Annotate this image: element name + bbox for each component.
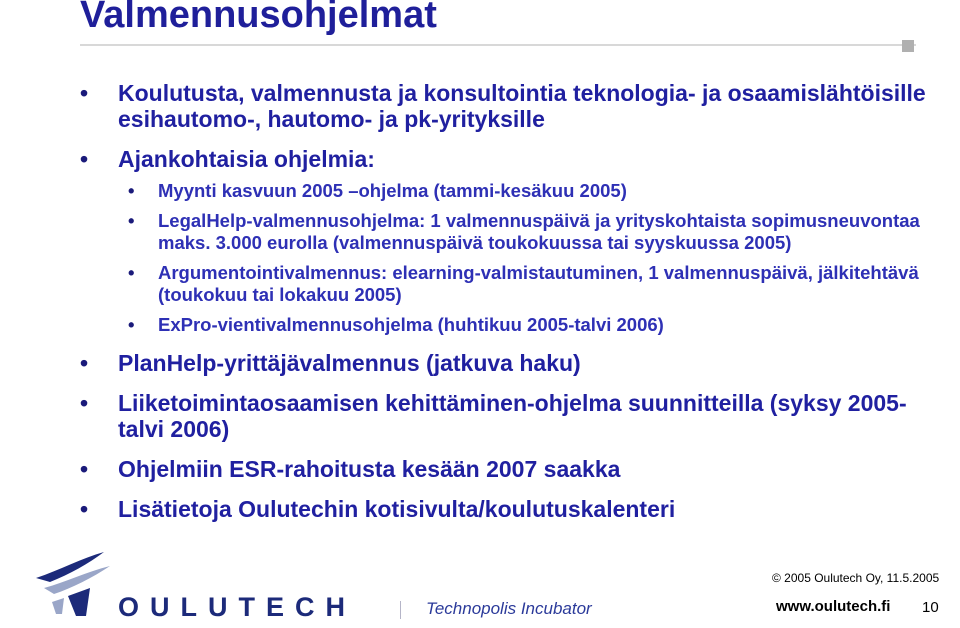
title-divider [80,44,916,46]
footer-separator [400,601,401,619]
sub-bullet-text: LegalHelp-valmennusohjelma: 1 valmennuspäivä ja yrityskohtaista sopimusneuvontaa maks. 3.000 eurolla (valmennuspäivä toukokuussa tai syyskuussa 2005) [158,210,920,253]
oulutech-swoosh-logo-icon [30,548,118,618]
bullet-text: PlanHelp-yrittäjävalmennus (jatkuva haku) [118,350,581,376]
bullet-item-3 [80,350,930,376]
sub-bullet-item-4 [80,314,930,336]
footer-copyright: © 2005 Oulutech Oy, 11.5.2005 [772,571,940,585]
bullet-item-1 [80,80,930,132]
accent-square [902,40,914,52]
bullet-text: Lisätietoja Oulutechin kotisivulta/koulutuskalenteri [118,496,676,522]
sub-bullet-item-3 [80,262,930,306]
sub-bullet-item-2 [80,210,930,254]
sub-bullet-item-1 [80,180,930,202]
page-number: 10 [922,599,939,616]
footer-tagline: Technopolis Incubator [426,599,592,618]
bullet-text: Koulutusta, valmennusta ja konsultointia teknologia- ja osaamislähtöisille esihautomo-, hautomo- ja pk-yrityksille [118,80,926,132]
bullet-item-4 [80,390,930,442]
bullet-item-2 [80,146,930,336]
sub-bullet-text: Argumentointivalmennus: elearning-valmistautuminen, 1 valmennuspäivä, jälkitehtävä (toukokuu tai lokakuu 2005) [158,262,919,305]
bullet-text: Ohjelmiin ESR-rahoitusta kesään 2007 saakka [118,456,621,482]
footer-website-link[interactable]: www.oulutech.fi [776,598,891,615]
bullet-list [80,80,930,522]
bullet-text: Ajankohtaisia ohjelmia: [118,146,375,172]
bullet-item-6 [80,496,930,522]
sub-bullet-list [118,180,930,336]
sub-bullet-text: Myynti kasvuun 2005 –ohjelma (tammi-kesäkuu 2005) [158,180,627,201]
oulutech-logo-text: OULUTECH [118,592,356,622]
sub-bullet-text: ExPro-vientivalmennusohjelma (huhtikuu 2005-talvi 2006) [158,314,664,335]
slide-title: Valmennusohjelmat [80,0,437,36]
bullet-item-5 [80,456,930,482]
bullet-text: Liiketoimintaosaamisen kehittäminen-ohjelma suunnitteilla (syksy 2005-talvi 2006) [118,390,907,442]
slide-content [80,80,930,536]
